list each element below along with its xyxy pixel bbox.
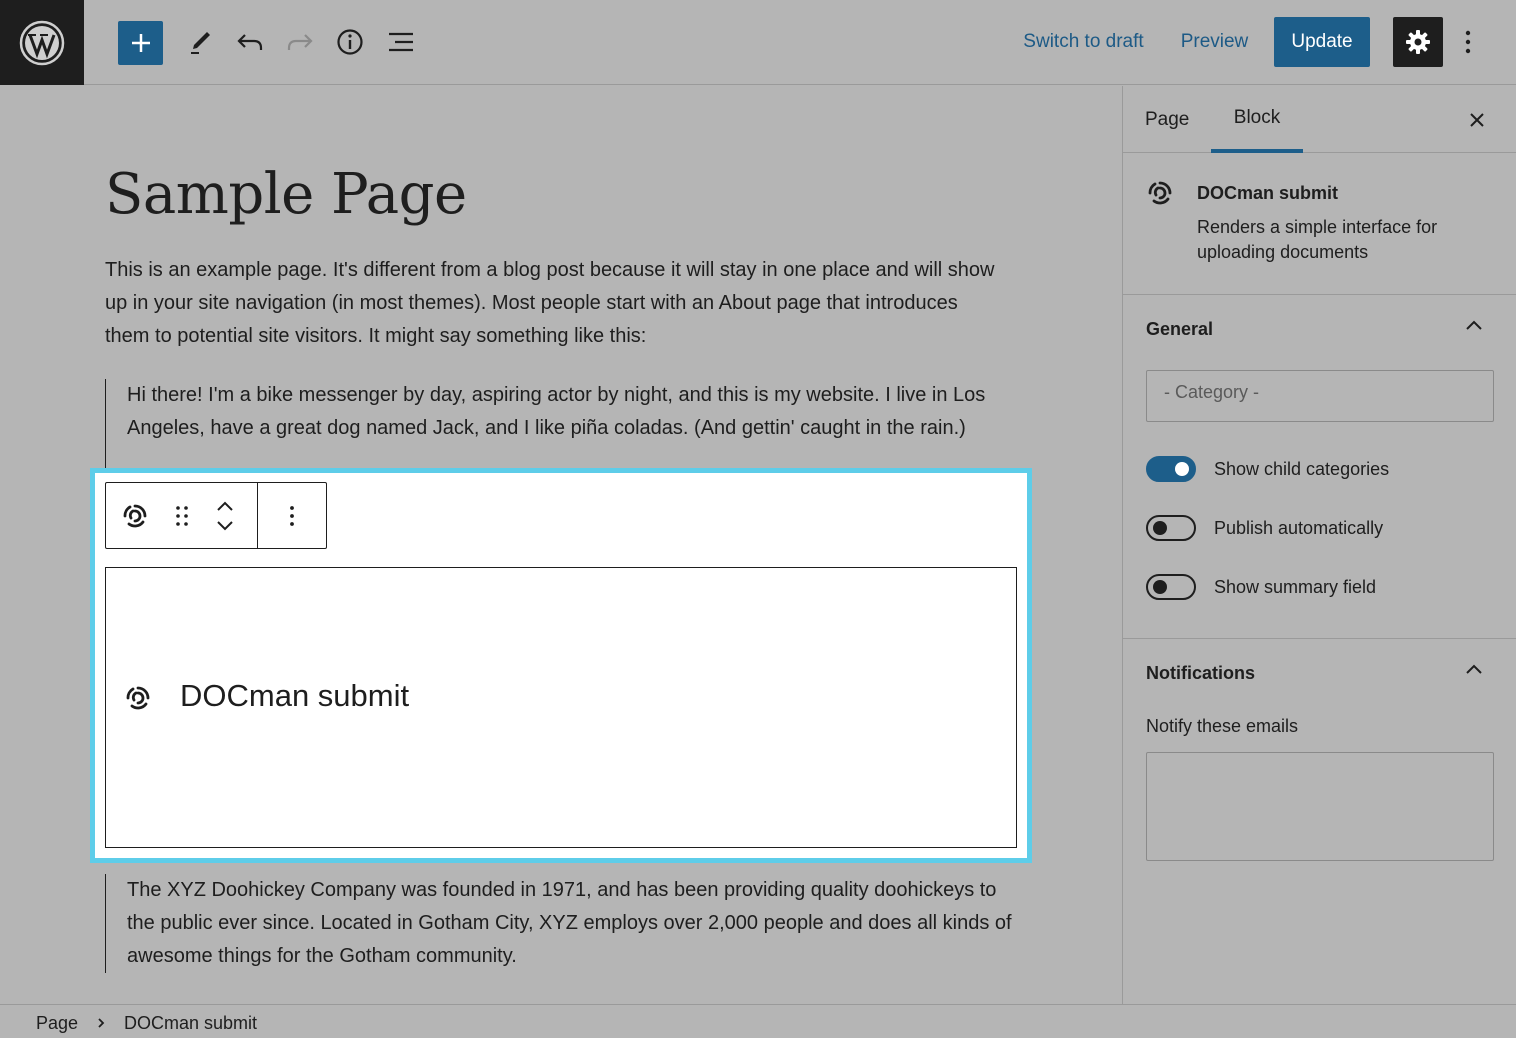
- info-icon: [336, 28, 364, 56]
- undo-icon: [236, 30, 264, 54]
- details-button[interactable]: [330, 18, 370, 66]
- drag-handle-icon: [175, 505, 189, 527]
- wordpress-logo-icon: [19, 20, 65, 66]
- redo-icon: [286, 30, 314, 54]
- notifications-panel-header[interactable]: [1123, 639, 1516, 709]
- panel-title: Notifications: [1146, 663, 1256, 683]
- chevron-down-icon[interactable]: [216, 520, 234, 532]
- list-view-button[interactable]: [380, 18, 422, 66]
- category-select[interactable]: [1146, 370, 1494, 422]
- pencil-icon: [187, 29, 213, 55]
- settings-button[interactable]: [1393, 17, 1443, 67]
- close-icon: [1469, 112, 1485, 128]
- editor-canvas: [0, 86, 1122, 1004]
- drag-handle[interactable]: [164, 483, 200, 548]
- panel-title: General: [1146, 319, 1214, 339]
- notify-emails-label: Notify these emails: [1146, 716, 1299, 736]
- plus-icon: [130, 32, 152, 54]
- toggle-show-summary-field[interactable]: [1146, 572, 1376, 602]
- tools-button[interactable]: [180, 18, 220, 66]
- category-select-placeholder: - Category -: [1164, 382, 1260, 402]
- toggle-publish-automatically[interactable]: [1146, 513, 1383, 543]
- options-button[interactable]: [1452, 18, 1484, 66]
- sidebar-tabs: [1123, 86, 1516, 153]
- docman-icon: [121, 502, 149, 530]
- docman-icon: [1146, 179, 1174, 212]
- chevron-up-icon[interactable]: [216, 500, 234, 512]
- quote-block-1[interactable]: Hi there! I'm a bike messenger by day, aspiring actor by night, and this is my website. I live in Los Angeles, have a great dog named Jack, and I like piña coladas. (And gettin' caught in the rain.): [105, 379, 1015, 474]
- toggle-label: Publish automatically: [1214, 517, 1384, 538]
- block-placeholder: [105, 567, 1017, 848]
- add-block-button[interactable]: [118, 21, 163, 65]
- docman-submit-block[interactable]: [90, 468, 1032, 863]
- move-buttons: [200, 483, 250, 548]
- block-type-button[interactable]: [106, 483, 164, 548]
- block-options-button[interactable]: [258, 483, 326, 548]
- redo-button[interactable]: [280, 18, 320, 66]
- vertical-ellipsis-icon: [1465, 30, 1471, 54]
- breadcrumb-item-page[interactable]: Page: [36, 1013, 79, 1033]
- chevron-right-icon: [96, 1017, 106, 1029]
- block-breadcrumb: [0, 1004, 1516, 1038]
- tab-page[interactable]: Page: [1145, 108, 1190, 130]
- list-view-icon: [387, 30, 415, 54]
- preview-button[interactable]: Preview: [1180, 31, 1249, 52]
- block-card-title: DOCman submit: [1197, 183, 1339, 203]
- toggle-switch[interactable]: [1146, 574, 1196, 600]
- intro-paragraph[interactable]: This is an example page. It's different from a blog post because it will stay in one place and will show up in your site navigation (in most themes). Most people start with an About page that introduces them to potential site visitors. It might say something like this:: [105, 259, 995, 347]
- toggle-switch[interactable]: [1146, 456, 1196, 482]
- gear-icon: [1405, 29, 1431, 55]
- docman-icon: [124, 684, 152, 717]
- editor-header: [0, 0, 1516, 85]
- toggle-label: Show child categories: [1214, 458, 1390, 479]
- block-card: [1123, 153, 1516, 295]
- chevron-up-icon: [1465, 319, 1483, 331]
- breadcrumb-item-block[interactable]: DOCman submit: [124, 1013, 258, 1033]
- quote-block-2[interactable]: The XYZ Doohickey Company was founded in 1971, and has been providing quality doohickeys to the public ever since. Located in Gotham City, XYZ employs over 2,000 people and does all kinds of awesome things for the Gotham community.: [105, 874, 1015, 973]
- block-placeholder-label: DOCman submit: [180, 678, 410, 713]
- update-button[interactable]: Update: [1274, 17, 1370, 67]
- toggle-show-child-categories[interactable]: [1146, 454, 1389, 484]
- toggle-switch[interactable]: [1146, 515, 1196, 541]
- toggle-label: Show summary field: [1214, 576, 1377, 597]
- switch-to-draft-button[interactable]: Switch to draft: [1023, 31, 1144, 52]
- general-panel-header[interactable]: [1123, 295, 1516, 365]
- chevron-up-icon: [1465, 663, 1483, 675]
- page-title[interactable]: Sample Page: [105, 162, 467, 227]
- close-sidebar-button[interactable]: [1463, 106, 1491, 134]
- block-toolbar: [105, 482, 327, 549]
- block-card-description: Renders a simple interface for uploading documents: [1197, 217, 1438, 262]
- settings-sidebar: [1122, 86, 1516, 1004]
- wordpress-logo-button[interactable]: [0, 0, 84, 85]
- vertical-ellipsis-icon: [289, 505, 295, 527]
- undo-button[interactable]: [230, 18, 270, 66]
- tab-block[interactable]: Block: [1211, 86, 1303, 153]
- notify-emails-textarea[interactable]: [1146, 752, 1494, 861]
